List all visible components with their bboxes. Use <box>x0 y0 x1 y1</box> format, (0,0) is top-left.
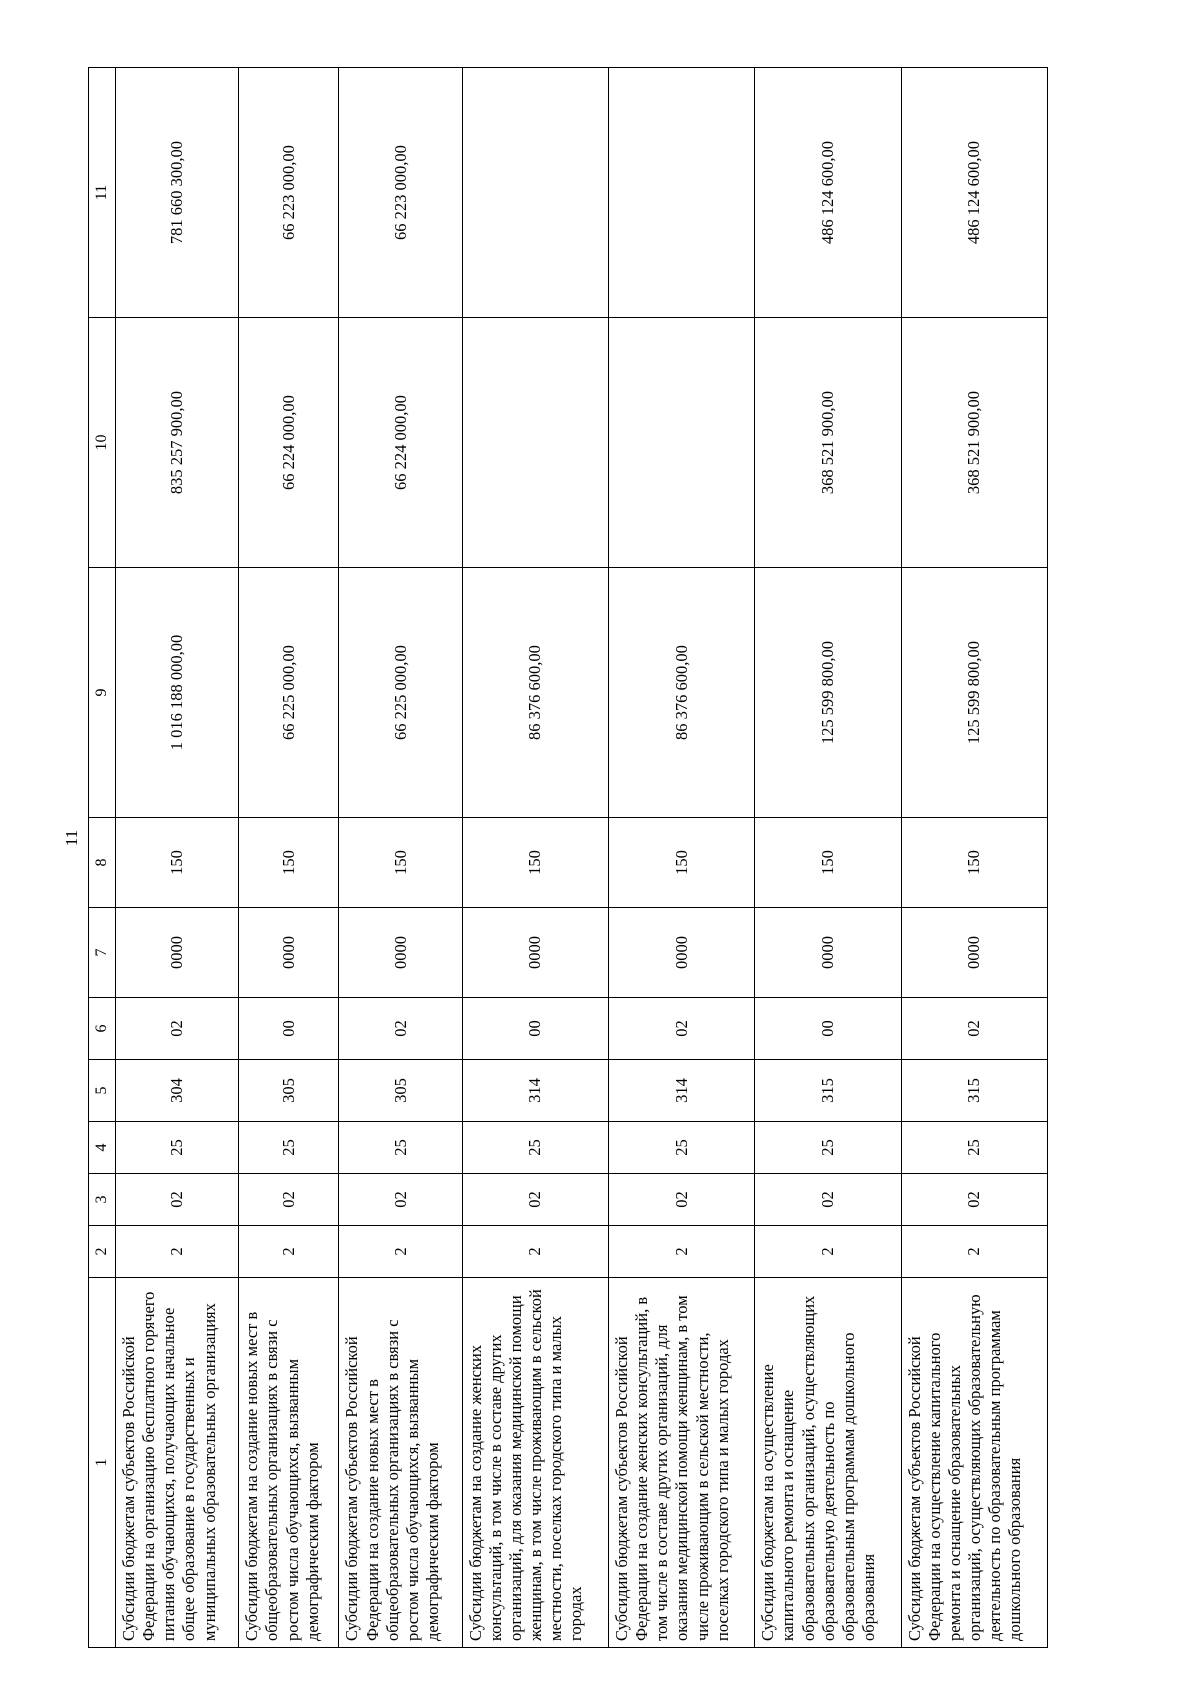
cell-col-7: 0000 <box>339 908 462 998</box>
cell-col-8: 150 <box>339 818 462 908</box>
amount-col-10: 66 224 000,00 <box>339 318 462 568</box>
cell-col-3: 02 <box>339 1174 462 1226</box>
row-description: Субсидии бюджетам субъектов Российской Федерации на осуществление капитального ремонта и оснащение образовательных организаций, осуществляющих образовательную деятельность по образовательным программам дошкольного образования <box>901 1278 1047 1648</box>
column-header: 11 <box>89 68 116 318</box>
cell-col-4: 25 <box>901 1122 1047 1174</box>
cell-col-3: 02 <box>239 1174 339 1226</box>
row-description: Субсидии бюджетам субъектов Российской Федерации на организацию бесплатного горячего питания обучающихся, получающих начальное общее образование в государственных и муниципальных образовательных организациях <box>116 1278 239 1648</box>
cell-col-8: 150 <box>462 818 608 908</box>
cell-col-5: 315 <box>755 1060 901 1122</box>
amount-col-9: 1 016 188 000,00 <box>116 568 239 818</box>
table-row <box>609 68 755 1648</box>
header-row <box>89 68 116 1648</box>
cell-col-5: 305 <box>339 1060 462 1122</box>
cell-col-8: 150 <box>609 818 755 908</box>
cell-col-5: 314 <box>462 1060 608 1122</box>
cell-col-7: 0000 <box>901 908 1047 998</box>
column-header: 3 <box>89 1174 116 1226</box>
cell-col-8: 150 <box>755 818 901 908</box>
cell-col-2: 2 <box>339 1226 462 1278</box>
table-row <box>239 68 339 1648</box>
column-header: 7 <box>89 908 116 998</box>
column-header: 1 <box>89 1278 116 1648</box>
cell-col-2: 2 <box>901 1226 1047 1278</box>
cell-col-6: 00 <box>755 998 901 1060</box>
amount-col-11: 486 124 600,00 <box>755 68 901 318</box>
cell-col-4: 25 <box>116 1122 239 1174</box>
cell-col-7: 0000 <box>609 908 755 998</box>
row-description: Субсидии бюджетам на создание новых мест в общеобразовательных организациях в связи с ростом числа обучающихся, вызванным демографическим фактором <box>239 1278 339 1648</box>
page-number: 11 <box>62 829 81 847</box>
cell-col-5: 305 <box>239 1060 339 1122</box>
cell-col-2: 2 <box>609 1226 755 1278</box>
cell-col-8: 150 <box>239 818 339 908</box>
budget-subsidy-table <box>88 67 1048 1648</box>
table-frame <box>88 68 1048 1648</box>
table-row <box>755 68 901 1648</box>
cell-col-4: 25 <box>755 1122 901 1174</box>
rotated-table-container <box>88 68 1048 1648</box>
amount-col-9: 125 599 800,00 <box>755 568 901 818</box>
cell-col-7: 0000 <box>755 908 901 998</box>
cell-col-4: 25 <box>339 1122 462 1174</box>
cell-col-6: 00 <box>462 998 608 1060</box>
amount-col-9: 86 376 600,00 <box>462 568 608 818</box>
row-description: Субсидии бюджетам субъектов Российской Федерации на создание женских консультаций, в том числе в составе других организаций, для оказания медицинской помощи женщинам, в том числе проживающим в сельской местности, поселках городского типа и малых городах <box>609 1278 755 1648</box>
cell-col-8: 150 <box>116 818 239 908</box>
amount-col-11: 486 124 600,00 <box>901 68 1047 318</box>
amount-col-9: 86 376 600,00 <box>609 568 755 818</box>
cell-col-2: 2 <box>755 1226 901 1278</box>
amount-col-9: 66 225 000,00 <box>339 568 462 818</box>
cell-col-6: 02 <box>901 998 1047 1060</box>
cell-col-3: 02 <box>462 1174 608 1226</box>
amount-col-10: 368 521 900,00 <box>755 318 901 568</box>
cell-col-5: 315 <box>901 1060 1047 1122</box>
amount-col-10 <box>609 318 755 568</box>
cell-col-2: 2 <box>239 1226 339 1278</box>
table-row <box>339 68 462 1648</box>
cell-col-6: 00 <box>239 998 339 1060</box>
row-description: Субсидии бюджетам на создание женских консультаций, в том числе в составе других организаций, для оказания медицинской помощи женщинам, в том числе проживающим в сельской местности, поселках городского типа и малых городах <box>462 1278 608 1648</box>
cell-col-5: 314 <box>609 1060 755 1122</box>
amount-col-10 <box>462 318 608 568</box>
amount-col-10: 66 224 000,00 <box>239 318 339 568</box>
cell-col-7: 0000 <box>116 908 239 998</box>
cell-col-8: 150 <box>901 818 1047 908</box>
cell-col-2: 2 <box>116 1226 239 1278</box>
column-header: 6 <box>89 998 116 1060</box>
cell-col-4: 25 <box>462 1122 608 1174</box>
cell-col-2: 2 <box>462 1226 608 1278</box>
column-header: 2 <box>89 1226 116 1278</box>
amount-col-11 <box>462 68 608 318</box>
column-header: 9 <box>89 568 116 818</box>
cell-col-3: 02 <box>901 1174 1047 1226</box>
amount-col-11: 66 223 000,00 <box>339 68 462 318</box>
amount-col-9: 125 599 800,00 <box>901 568 1047 818</box>
cell-col-7: 0000 <box>239 908 339 998</box>
amount-col-11 <box>609 68 755 318</box>
row-description: Субсидии бюджетам на осуществление капитального ремонта и оснащение образовательных организаций, осуществляющих образовательную деятельность по образовательным программам дошкольного образования <box>755 1278 901 1648</box>
column-header: 5 <box>89 1060 116 1122</box>
amount-col-11: 781 660 300,00 <box>116 68 239 318</box>
cell-col-4: 25 <box>609 1122 755 1174</box>
cell-col-7: 0000 <box>462 908 608 998</box>
amount-col-10: 368 521 900,00 <box>901 318 1047 568</box>
cell-col-6: 02 <box>116 998 239 1060</box>
cell-col-6: 02 <box>339 998 462 1060</box>
cell-col-3: 02 <box>609 1174 755 1226</box>
amount-col-11: 66 223 000,00 <box>239 68 339 318</box>
amount-col-10: 835 257 900,00 <box>116 318 239 568</box>
cell-col-6: 02 <box>609 998 755 1060</box>
cell-col-4: 25 <box>239 1122 339 1174</box>
column-header: 10 <box>89 318 116 568</box>
column-header: 8 <box>89 818 116 908</box>
table-row <box>462 68 608 1648</box>
table-row <box>901 68 1047 1648</box>
column-header: 4 <box>89 1122 116 1174</box>
cell-col-5: 304 <box>116 1060 239 1122</box>
amount-col-9: 66 225 000,00 <box>239 568 339 818</box>
table-row <box>116 68 239 1648</box>
cell-col-3: 02 <box>116 1174 239 1226</box>
cell-col-3: 02 <box>755 1174 901 1226</box>
row-description: Субсидии бюджетам субъектов Российской Федерации на создание новых мест в общеобразовательных организациях в связи с ростом числа обучающихся, вызванным демографическим фактором <box>339 1278 462 1648</box>
